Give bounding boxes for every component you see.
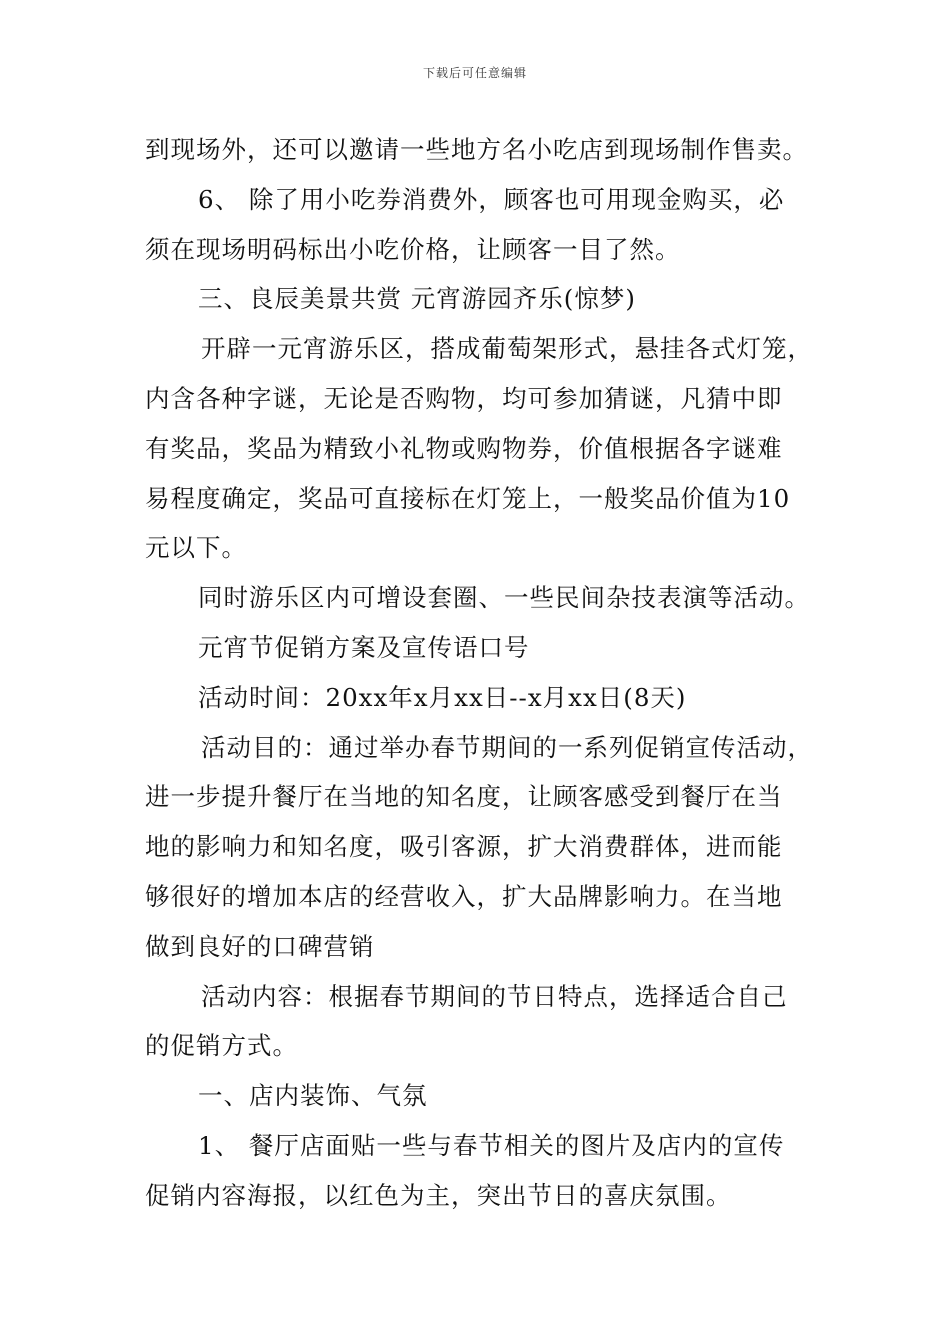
text-line: 活动内容：根据春节期间的节日特点，选择适合自己 <box>201 981 788 1011</box>
text-line: 到现场外，还可以邀请一些地方名小吃店到现场制作售卖。 <box>145 135 808 164</box>
text-line: 1、 餐厅店面贴一些与春节相关的图片及店内的宣传 <box>198 1130 785 1160</box>
text-line: 做到良好的口碑营销 <box>145 931 375 961</box>
page-header: 下载后可任意编辑 <box>422 66 527 80</box>
text-line: 促销内容海报，以红色为主，突出节日的喜庆氛围。 <box>145 1180 732 1210</box>
text-line: 活动时间：20xx年x月xx日--x月xx日(8天) <box>198 682 687 712</box>
section-heading: 三、良辰美景共赏 元宵游园齐乐(惊梦) <box>198 284 636 314</box>
text-line: 须在现场明码标出小吃价格，让顾客一目了然。 <box>145 234 681 264</box>
text-line: 内含各种字谜，无论是否购物，均可参加猜谜，凡猜中即 <box>145 383 783 413</box>
text-line: 同时游乐区内可增设套圈、一些民间杂技表演等活动。 <box>198 583 810 613</box>
document-body <box>145 125 813 1221</box>
text-line: 开辟一元宵游乐区，搭成葡萄架形式，悬挂各式灯笼， <box>201 334 813 364</box>
section-heading: 一、店内装饰、气氛 <box>198 1081 428 1111</box>
text-line: 进一步提升餐厅在当地的知名度，让顾客感受到餐厅在当 <box>145 782 783 812</box>
text-line: 易程度确定，奖品可直接标在灯笼上，一般奖品价值为10 <box>145 483 791 513</box>
text-line: 的促销方式。 <box>145 1031 298 1061</box>
text-line: 有奖品，奖品为精致小礼物或购物券，价值根据各字谜难 <box>145 433 783 463</box>
text-line: 地的影响力和知名度，吸引客源，扩大消费群体，进而能 <box>145 832 783 862</box>
text-line: 够很好的增加本店的经营收入，扩大品牌影响力。在当地 <box>145 881 783 911</box>
text-line: 6、 除了用小吃券消费外，顾客也可用现金购买，必 <box>198 184 785 214</box>
text-line: 元以下。 <box>145 533 247 563</box>
section-title: 元宵节促销方案及宣传语口号 <box>198 632 530 662</box>
text-line: 活动目的：通过举办春节期间的一系列促销宣传活动， <box>201 732 813 762</box>
